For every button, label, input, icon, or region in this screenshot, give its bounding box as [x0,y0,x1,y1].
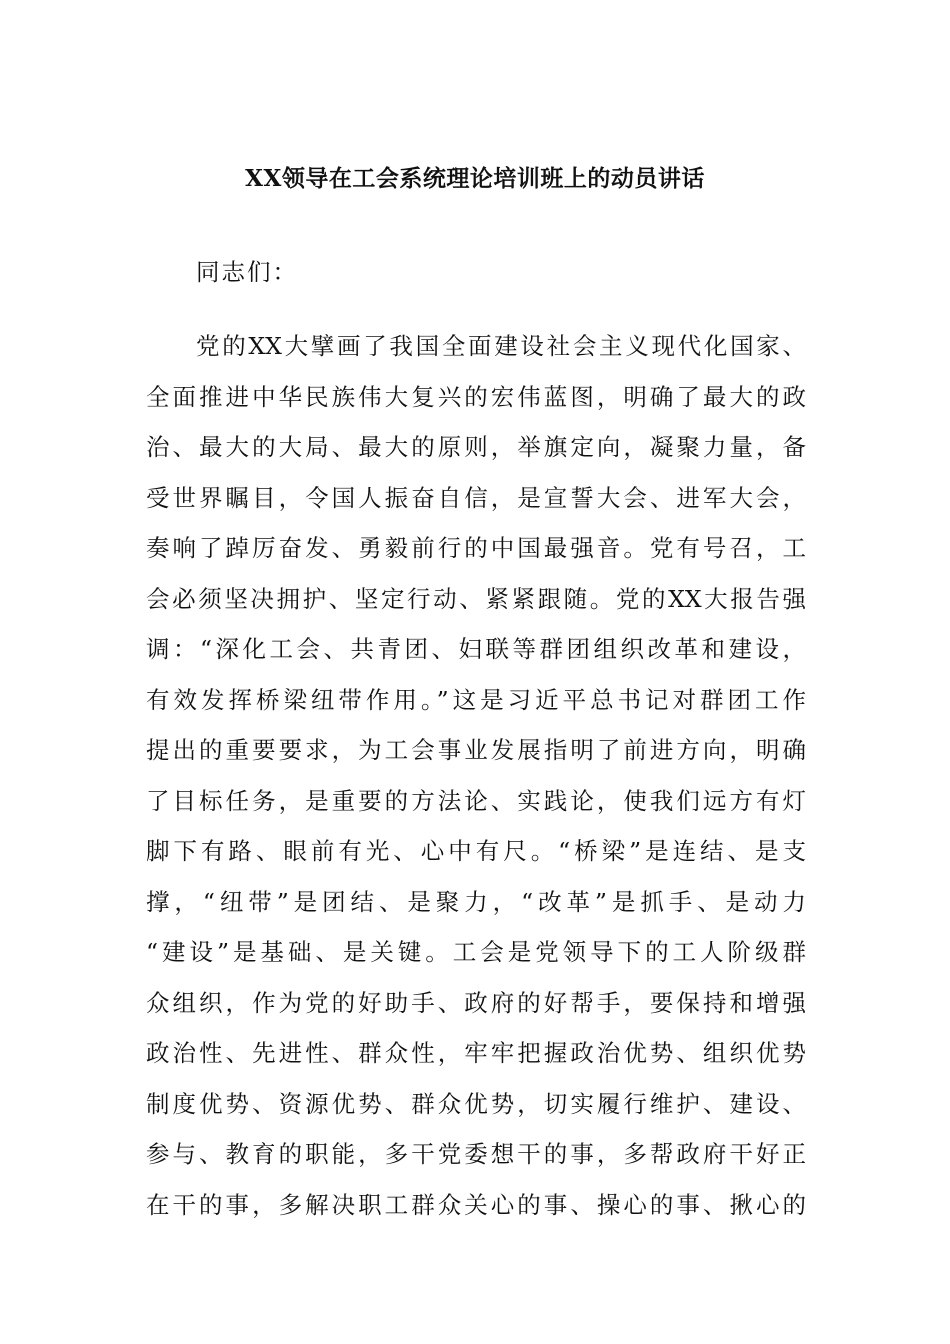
body-line: “建设”是基础、是关键。工会是党领导下的工人阶级群 [146,938,806,966]
body-line: 脚下有路、眼前有光、心中有尺。“桥梁”是连结、是支 [146,837,806,865]
body-line: 政治性、先进性、群众性，牢牢把握政治优势、组织优势 [146,1039,806,1067]
body-line: 全面推进中华民族伟大复兴的宏伟蓝图，明确了最大的政 [146,383,806,411]
body-line: 提出的重要要求，为工会事业发展指明了前进方向，明确 [146,736,806,764]
body-line: 治、最大的大局、最大的原则，举旗定向，凝聚力量，备 [146,433,806,461]
body-line: 制度优势、资源优势、群众优势，切实履行维护、建设、 [146,1090,806,1118]
body-line: 调：“深化工会、共青团、妇联等群团组织改革和建设， [146,635,806,663]
document-title: XX领导在工会系统理论培训班上的动员讲话 [245,165,705,192]
body-line: 奏响了踔厉奋发、勇毅前行的中国最强音。党有号召，工 [146,534,806,562]
body-line: 党的XX大擘画了我国全面建设社会主义现代化国家、 [196,332,806,360]
body-line: 撑，“纽带”是团结、是聚力，“改革”是抓手、是动力 [146,888,806,916]
body-line: 会必须坚决拥护、坚定行动、紧紧跟随。党的XX大报告强 [146,585,806,613]
body-line: 受世界瞩目，令国人振奋自信，是宣誓大会、进军大会， [146,484,806,512]
body-line: 了目标任务，是重要的方法论、实践论，使我们远方有灯 [146,787,806,815]
body-line: 有效发挥桥梁纽带作用。”这是习近平总书记对群团工作 [146,686,806,714]
body-line: 在干的事，多解决职工群众关心的事、操心的事、揪心的 [146,1191,806,1219]
greeting-line: 同志们： [196,258,298,286]
body-line: 参与、教育的职能，多干党委想干的事，多帮政府干好正 [146,1140,806,1168]
body-line: 众组织，作为党的好助手、政府的好帮手，要保持和增强 [146,989,806,1017]
